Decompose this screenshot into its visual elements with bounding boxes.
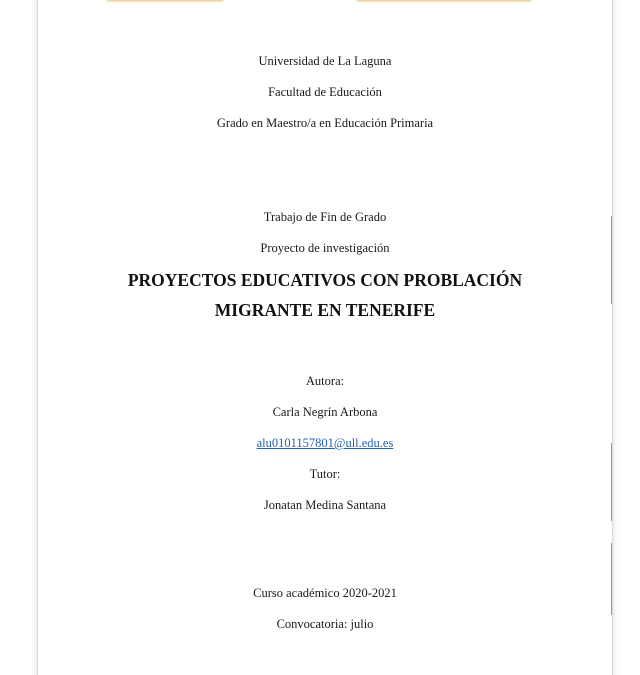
degree-name: Grado en Maestro/a en Educación Primaria bbox=[216, 116, 434, 130]
document-title-line-2: MIGRANTE EN TENERIFE bbox=[214, 300, 436, 320]
academic-year: Curso académico 2020-2021 bbox=[253, 586, 397, 600]
university-name: Universidad de La Laguna bbox=[258, 54, 392, 68]
document-page bbox=[38, 0, 612, 675]
page-edge-mark bbox=[611, 443, 612, 521]
tutor-label: Tutor: bbox=[309, 467, 341, 481]
tutor-name: Jonatan Medina Santana bbox=[263, 498, 387, 512]
header-logos bbox=[38, 0, 612, 2]
author-email-link[interactable]: alu0101157801@ull.edu.es bbox=[256, 436, 394, 450]
faculty-name: Facultad de Educación bbox=[268, 85, 382, 99]
author-label: Autora: bbox=[305, 374, 345, 388]
author-name: Carla Negrín Arbona bbox=[272, 405, 378, 419]
exam-call: Convocatoria: julio bbox=[276, 617, 374, 631]
page-edge-mark bbox=[611, 543, 612, 615]
author-email-row bbox=[38, 435, 612, 451]
work-category: Proyecto de investigación bbox=[260, 241, 390, 255]
university-logo bbox=[106, 0, 224, 1]
faculty-logo bbox=[356, 0, 532, 1]
document-title-line-1: PROYECTOS EDUCATIVOS CON PROBLACIÓN bbox=[127, 270, 523, 290]
work-type: Trabajo de Fin de Grado bbox=[263, 210, 387, 224]
page-edge-mark bbox=[611, 216, 612, 304]
